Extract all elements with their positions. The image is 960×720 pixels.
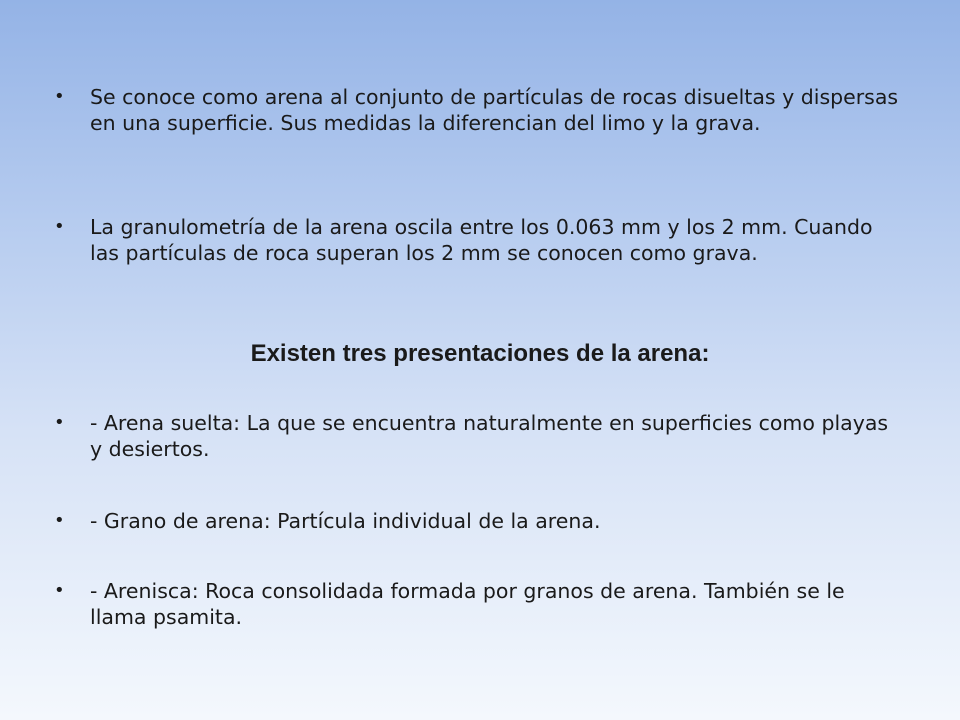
bullet-item-definition [54, 84, 905, 136]
bullet-text: La granulometría de la arena oscila entre los 0.063 mm y los 2 mm. Cuando las partículas de roca superan los 2 mm se conocen como grava. [90, 215, 873, 265]
bullet-marker: • [54, 86, 65, 107]
section-heading: Existen tres presentaciones de la arena: [250, 340, 710, 367]
bullet-marker: • [54, 510, 65, 531]
bullet-text: - Arena suelta: La que se encuentra naturalmente en superficies como playas y desiertos. [90, 411, 889, 461]
bullet-item-grano-de-arena [54, 508, 905, 534]
bullet-text: Se conoce como arena al conjunto de partículas de rocas disueltas y dispersas en una superficie. Sus medidas la diferencian del limo y la grava. [90, 85, 899, 135]
bullet-marker: • [54, 412, 65, 433]
bullet-text: - Arenisca: Roca consolidada formada por granos de arena. También se le llama psamita. [90, 579, 845, 629]
bullet-marker: • [54, 216, 65, 237]
bullet-text: - Grano de arena: Partícula individual de la arena. [90, 509, 601, 533]
bullet-item-arena-suelta [54, 410, 905, 462]
bullet-item-granulometry [54, 214, 905, 266]
bullet-item-arenisca [54, 578, 905, 630]
bullet-marker: • [54, 580, 65, 601]
